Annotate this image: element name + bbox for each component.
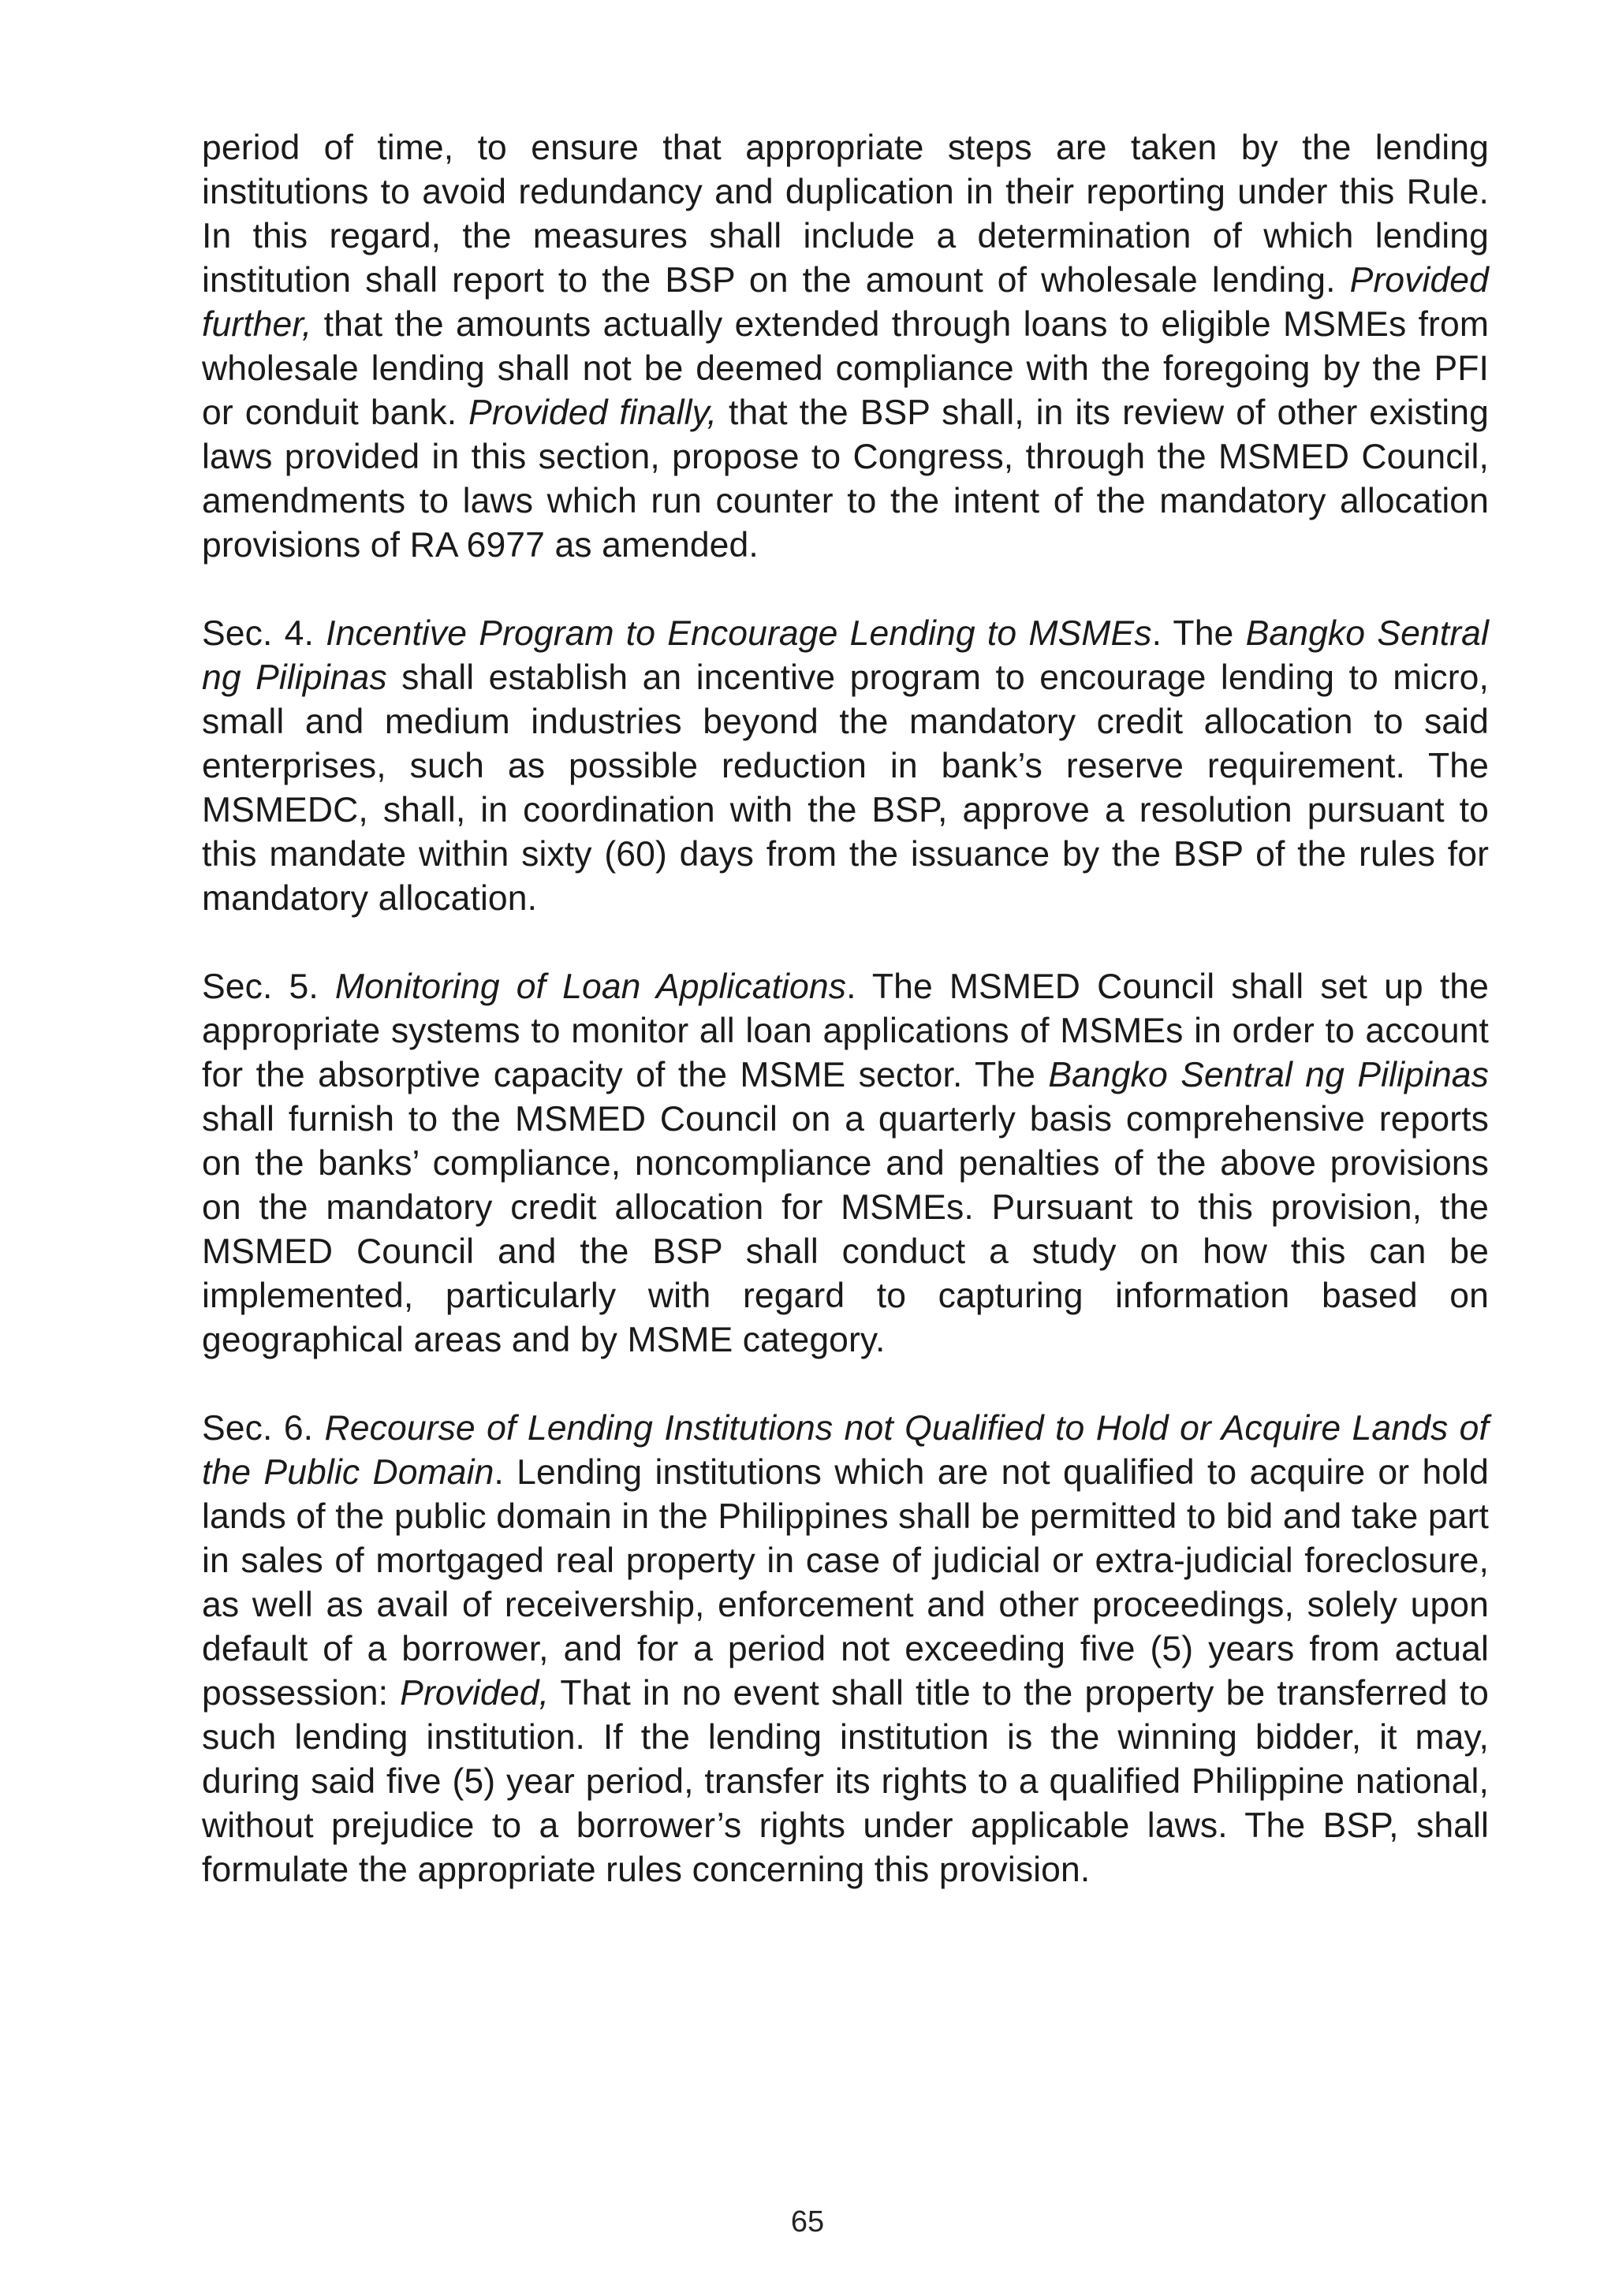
- text-run: that the BSP shall, in its review of other existing laws provided in this section, propose to Congress, through the MSMED Council, amendments to laws which run counter to the intent of the mandatory allocation provisions of RA 6977 as amended.: [202, 393, 1489, 565]
- page-number: 65: [790, 2205, 825, 2238]
- text-run: That in no event shall title to the property be transferred to such lending institution. If the lending institution is the winning bidder, it may, during said five (5) year period, transfer its rights to a qualified Philippine national, without prejudice to a borrower’s rights under applicable laws. The BSP, shall formulate the appropriate rules concerning this provision.: [202, 1674, 1490, 1889]
- paragraph-continuation: [202, 126, 1489, 568]
- paragraph-sec-6: [202, 1407, 1489, 1892]
- text-run: period of time, to ensure that appropriate steps are taken by the lending institutions to avoid redundancy and duplication in their reporting under this Rule. In this regard, the measures shall include a determination of which lending institution shall report to the BSP on the amount of wholesale lending.: [202, 129, 1489, 300]
- text-run-italic: Bangko Sentral ng Pilipinas: [1048, 1056, 1489, 1094]
- section-label: Sec. 6.: [202, 1409, 325, 1448]
- text-run-italic: Provided further,: [202, 261, 1489, 344]
- section-label: Sec. 4.: [202, 614, 326, 653]
- text-run-italic: Provided finally,: [468, 393, 718, 432]
- section-heading: Recourse of Lending Institutions not Qualified to Hold or Acquire Lands of the Public Domain: [202, 1409, 1489, 1492]
- section-heading: Incentive Program to Encourage Lending to MSMEs: [326, 614, 1152, 653]
- text-run: . The MSMED Council shall set up the appropriate systems to monitor all loan applications of MSMEs in order to account for the absorptive capacity of the MSME sector. The: [202, 967, 1489, 1094]
- text-run-italic: Bangko Sentral ng Pilipinas: [202, 614, 1489, 697]
- text-run: . The: [1151, 614, 1246, 653]
- section-label: Sec. 5.: [202, 967, 335, 1006]
- section-heading: Monitoring of Loan Applications: [334, 967, 847, 1006]
- paragraph-sec-4: [202, 612, 1489, 921]
- text-run: shall establish an incentive program to encourage lending to micro, small and medium industries beyond the mandatory credit allocation to said enterprises, such as possible reduction in bank’s reserve requirement. The MSMEDC, shall, in coordination with the BSP, approve a resolution pursuant to this mandate within sixty (60) days from the issuance by the BSP of the rules for mandatory allocation.: [202, 658, 1489, 918]
- document-body: [202, 126, 1489, 1936]
- text-run: that the amounts actually extended through loans to eligible MSMEs from wholesale lending shall not be deemed compliance with the foregoing by the PFI or conduit bank.: [202, 305, 1489, 432]
- paragraph-sec-5: [202, 965, 1489, 1362]
- text-run: . Lending institutions which are not qualified to acquire or hold lands of the public domain in the Philippines shall be permitted to bid and take part in sales of mortgaged real property in case of judicial or extra-judicial foreclosure, as well as avail of receivership, enforcement and other proceedings, solely upon default of a borrower, and for a period not exceeding five (5) years from actual possession:: [202, 1453, 1489, 1713]
- text-run: shall furnish to the MSMED Council on a quarterly basis comprehensive reports on the banks’ compliance, noncompliance and penalties of the above provisions on the mandatory credit allocation for MSMEs. Pursuant to this provision, the MSMED Council and the BSP shall conduct a study on how this can be implemented, particularly with regard to capturing information based on geographical areas and by MSME category.: [202, 1100, 1489, 1359]
- text-run-italic: Provided,: [400, 1674, 550, 1713]
